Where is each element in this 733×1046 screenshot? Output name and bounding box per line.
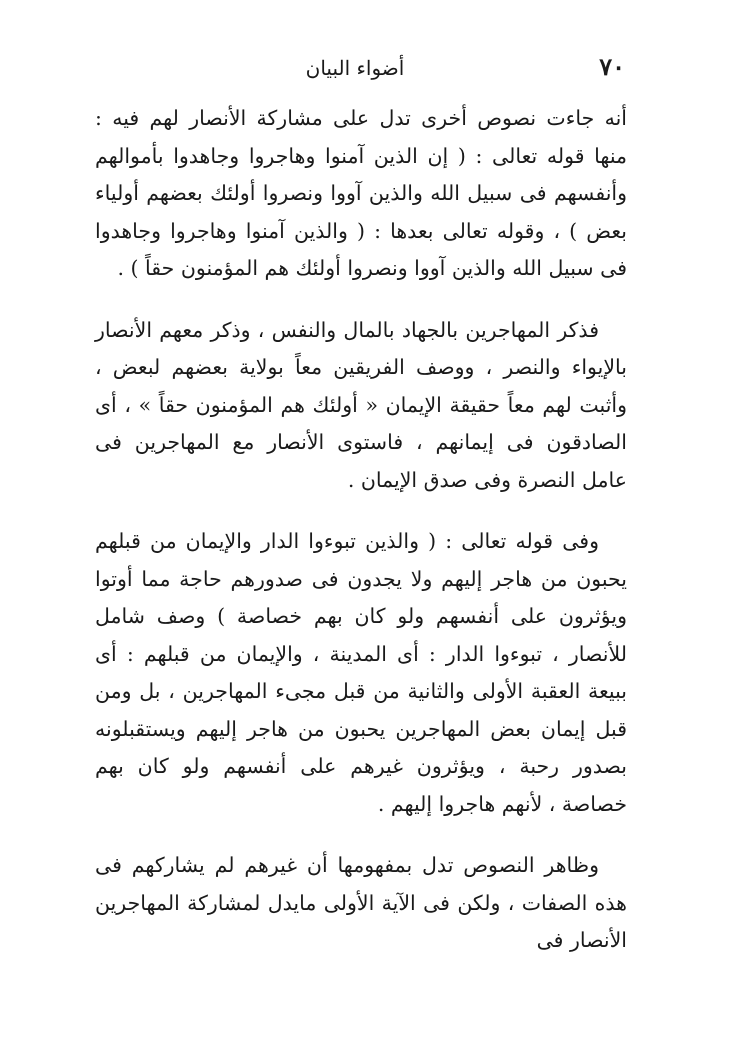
running-title: أضواء البيان xyxy=(305,56,405,80)
page-number: ٧٠ xyxy=(599,52,625,81)
paragraph-1: أنه جاءت نصوص أخرى تدل على مشاركة الأنصار لهم فيه : منها قوله تعالى : ( إن الذين آمنوا وهاجروا وجاهدوا بأموالهم وأنفسهم فى سبيل الله والذين آووا ونصروا أولئك بعضهم أولياء بعض ) ، وقوله تعالى بعدها : ( والذين آمنوا وهاجروا وجاهدوا فى سبيل الله والذين آووا ونصروا أولئك هم المؤمنون حقاً ) . xyxy=(95,106,627,280)
paragraph-3: وفى قوله تعالى : ( والذين تبوءوا الدار والإيمان من قبلهم يحبون من هاجر إليهم ولا يجدون فى صدورهم حاجة مما أوتوا ويؤثرون على أنفسهم ولو كان بهم خصاصة ) وصف شامل للأنصار ، تبوءوا الدار : أى المدينة ، والإيمان من قبلهم : أى ببيعة العقبة الأولى والثانية من قبل مجىء المهاجرين ، بل ومن قبل إيمان بعض المهاجرين يحبون من هاجر إليهم ويستقبلونه بصدور رحبة ، ويؤثرون غيرهم على أنفسهم ولو كان بهم خصاصة ، لأنهم هاجروا إليهم . xyxy=(95,529,627,816)
page-body xyxy=(95,100,627,960)
page-header xyxy=(95,52,625,92)
paragraph-4: وظاهر النصوص تدل بمفهومها أن غيرهم لم يشاركهم فى هذه الصفات ، ولكن فى الآية الأولى مايدل لمشاركة المهاجرين الأنصار فى xyxy=(95,853,627,952)
paragraph-2: فذكر المهاجرين بالجهاد بالمال والنفس ، وذكر معهم الأنصار بالإيواء والنصر ، ووصف الفريقين معاً بولاية بعضهم لبعض ، وأثبت لهم معاً حقيقة الإيمان « أولئك هم المؤمنون حقاً » ، أى الصادقون فى إيمانهم ، فاستوى الأنصار مع المهاجرين فى عامل النصرة وفى صدق الإيمان . xyxy=(95,317,627,492)
